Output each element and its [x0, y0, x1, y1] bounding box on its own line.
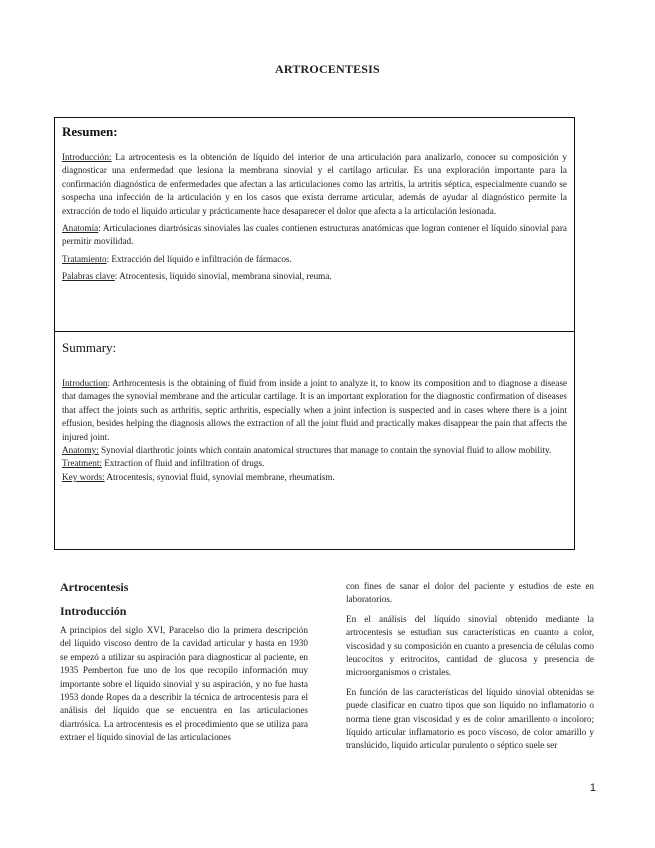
resumen-tratamiento-label: Tratamiento: [62, 253, 107, 264]
body-paragraph: En función de las características del líquido sinovial obtenidas se puede clasificar en cuatro tipos que son líquido no inflamatorio o norma tiene gran viscosidad y es de color amarillento o incoloro; líquido articular inflamatorio es poco viscoso, de color amarillo y translúcido, líquido articular purulento o séptico suele ser: [346, 686, 594, 751]
resumen-anatomia-text: : Articulaciones diartrósicas sinoviales las cuales contienen estructuras anatómicas que logran contener el líquido sinovial para permitir movilidad.: [62, 223, 567, 247]
resumen-palabras-clave: [62, 270, 567, 283]
summary-intro: [62, 377, 567, 444]
summary-content: [62, 377, 567, 484]
resumen-tratamiento-text: : Extracción del líquido e infiltración de fármacos.: [106, 253, 292, 264]
summary-keywords-text: Atrocentesis, synovial fluid, synovial membrane, rheumatism.: [104, 471, 335, 482]
resumen-palabras-text: : Atrocentesis, líquido sinovial, membrana sinovial, reuma.: [114, 271, 332, 282]
resumen-anatomia-label: Anatomía: [62, 223, 99, 234]
document-title: ARTROCENTESIS: [275, 62, 380, 76]
summary-box: [54, 331, 575, 550]
summary-intro-label: Introduction: [62, 378, 108, 388]
resumen-intro: [62, 151, 567, 218]
body-paragraph: con fines de sanar el dolor del paciente y estudios de este en laboratorios.: [346, 581, 594, 605]
section-title: Artrocentesis: [60, 580, 129, 594]
body-paragraph: A principios del siglo XVI, Paracelso dio la primera descripción del líquido viscoso dentro de la cavidad articular y hasta en 1930 se empezó a utilizar su aspiración para diagnosticar al paciente, en 1935 Pemberton fue uno de los que recopilo información muy importante sobre el líquido sinovial y su aspiración, y no fue hasta 1953 donde Ropes da a describir la técnica de artrocentesis para el análisis del líquido que se encuentra en las articulaciones diartrósica. La artrocentesis es el procedimiento que se utiliza para extraer el líquido sinovial de las articulaciones: [60, 625, 308, 743]
body-right-column: [346, 580, 594, 753]
summary-keywords: [62, 471, 567, 484]
body-paragraph: En el análisis del líquido sinovial obtenido mediante la artrocentesis se estudian sus características en cuanto a color, viscosidad y su composición en cuanto a presencia de células como leucocitos y eritrocitos, cantidad de glucosa y presencia de microorganismos o cristales.: [346, 613, 594, 678]
resumen-palabras-label: Palabras clave: [62, 271, 115, 282]
resumen-box: [54, 117, 575, 332]
summary-anatomy-text: Synovial diarthrotic joints which contain anatomical structures that manage to contain the synovial fluid to allow mobility.: [98, 445, 552, 456]
resumen-intro-label: Introducción:: [62, 152, 112, 162]
resumen-content: [62, 151, 567, 284]
summary-anatomy: [62, 444, 567, 457]
subsection-title: Introducción: [60, 604, 127, 618]
summary-treatment-text: Extraction of fluid and infiltration of drugs.: [101, 458, 265, 469]
resumen-intro-text: La artrocentesis es la obtención de líquido del interior de una articulación para analizarlo, conocer su composición y diagnosticar una enfermedad que lesiona la membrana sinovial y el cartílago articular. Es una exploración importante para la confirmación diagnóstica de enfermedades que afectan a las articulaciones como las artritis, la artritis séptica, especialmente cuando se sospecha una infección de la articulación y en los casos que exista derrame articular, además de ayudar al diagnóstico permite la extracción de todo el líquido articular y prácticamente hace desaparecer el dolor que afecta a la articulación lesionada.: [62, 152, 567, 216]
resumen-heading: Resumen:: [62, 124, 118, 139]
resumen-tratamiento: [62, 253, 567, 266]
body-left-column: [60, 580, 308, 745]
summary-treatment-label: Treatment:: [62, 458, 102, 469]
summary-heading: Summary:: [62, 340, 117, 355]
summary-keywords-label: Key words:: [62, 471, 105, 482]
resumen-anatomia: [62, 222, 567, 249]
summary-intro-text: : Arthrocentesis is the obtaining of fluid from inside a joint to analyze it, to know its composition and to diagnose a disease that damages the synovial membrane and the articular cartilage. It is an important exploration for the diagnostic confirmation of diseases that affect the joints such as arthritis, septic arthritis, especially when a joint infection is suspected and in cases where there is a joint effusion, besides helping the diagnosis allows the extraction of all the joint fluid and practically makes disappear the pain that affects the injured joint.: [62, 378, 567, 442]
summary-treatment: [62, 457, 567, 470]
summary-anatomy-label: Anatomy:: [62, 445, 99, 456]
page-number: 1: [589, 782, 596, 794]
